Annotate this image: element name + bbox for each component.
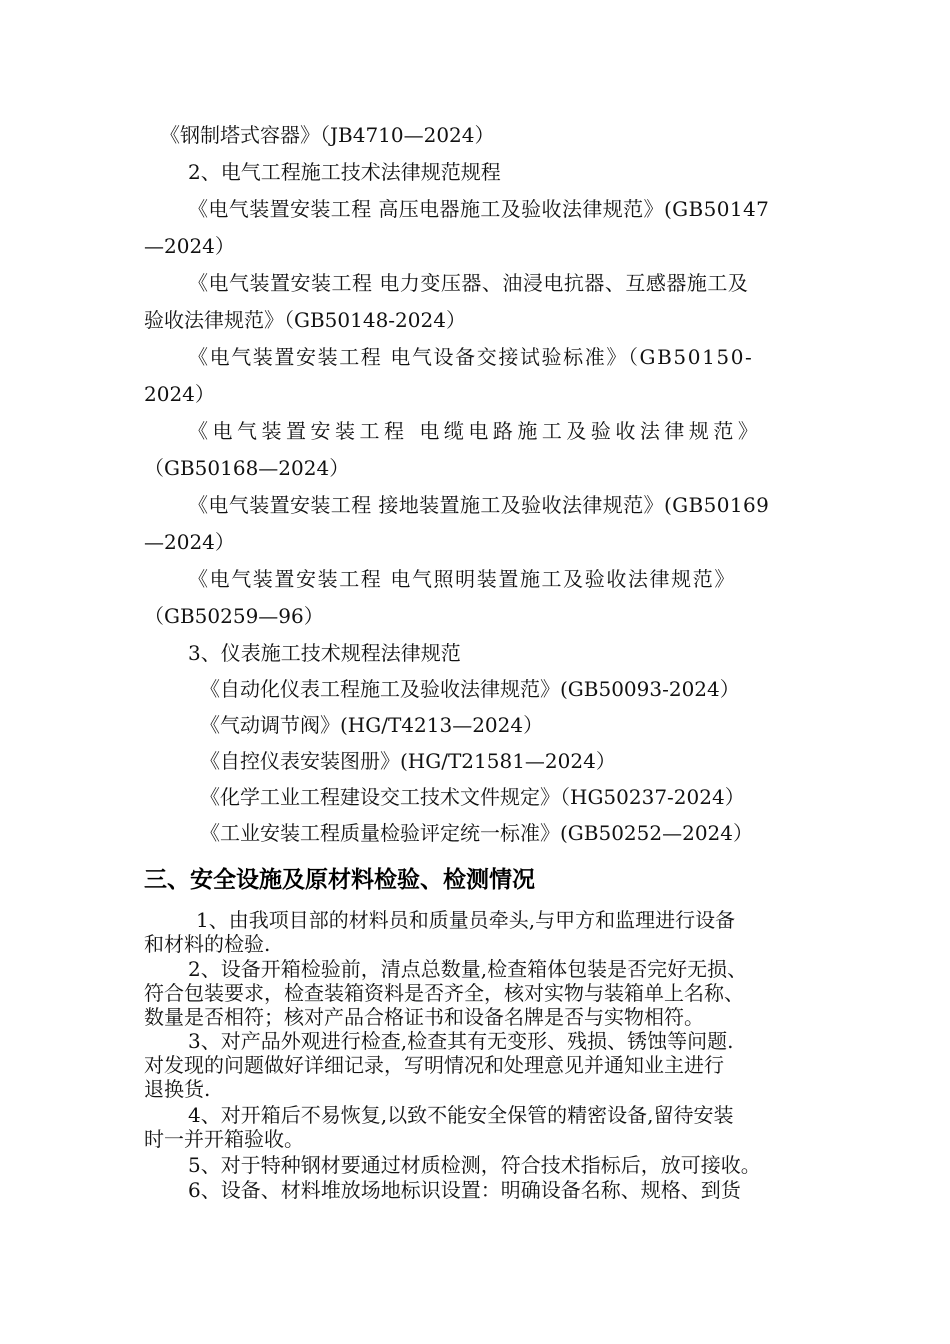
standard-pneumatic-valve: 《气动调节阀》(HG/T4213—2024）: [200, 713, 544, 737]
inspection-item-1-cont: 和材料的检验.: [144, 932, 271, 956]
standard-grounding-cont: —2024）: [144, 530, 235, 554]
subheading-instrumentation: 3、仪表施工技术规程法律规范: [188, 641, 461, 665]
inspection-item-3-cont-b: 退换货.: [144, 1077, 211, 1101]
standard-tower-vessel: 《钢制塔式容器》（JB4710—2024）: [160, 123, 495, 147]
inspection-item-4: 4、对开箱后不易恢复,以致不能安全保管的精密设备,留待安装: [188, 1103, 734, 1127]
standard-lighting: 《电气装置安装工程 电气照明装置施工及验收法律规范》: [188, 567, 736, 591]
standard-handover-test-cont: 2024）: [144, 382, 215, 406]
standard-grounding: 《电气装置安装工程 接地装置施工及验收法律规范》(GB50169: [188, 493, 770, 517]
standard-quality-evaluation: 《工业安装工程质量检验评定统一标准》(GB50252—2024）: [200, 821, 753, 845]
inspection-item-4-cont: 时一并开箱验收。: [144, 1127, 304, 1151]
inspection-item-3: 3、对产品外观进行检查,检查其有无变形、残损、锈蚀等问题.: [188, 1029, 734, 1053]
standard-automation-instrument: 《自动化仪表工程施工及验收法律规范》(GB50093-2024）: [200, 677, 740, 701]
standard-transformer: 《电气装置安装工程 电力变压器、油浸电抗器、互感器施工及: [188, 271, 749, 295]
standard-cable: 《电气装置安装工程 电缆电路施工及验收法律规范》: [188, 419, 763, 443]
standard-cable-cont: （GB50168—2024）: [144, 456, 350, 480]
subheading-electrical: 2、电气工程施工技术法律规范规程: [188, 160, 501, 184]
standard-hv-apparatus: 《电气装置安装工程 高压电器施工及验收法律规范》(GB50147: [188, 197, 770, 221]
standard-control-instrument-atlas: 《自控仪表安装图册》(HG/T21581—2024）: [200, 749, 616, 773]
inspection-item-6: 6、设备、材料堆放场地标识设置：明确设备名称、规格、到货: [188, 1178, 741, 1202]
inspection-item-3-cont-a: 对发现的问题做好详细记录，写明情况和处理意见并通知业主进行: [144, 1053, 724, 1077]
standard-chemical-handover-docs: 《化学工业工程建设交工技术文件规定》（HG50237-2024）: [200, 785, 745, 809]
standard-hv-apparatus-cont: —2024）: [144, 234, 235, 258]
section-heading-inspection: 三、安全设施及原材料检验、检测情况: [144, 867, 535, 893]
inspection-item-2: 2、设备开箱检验前，清点总数量,检查箱体包装是否完好无损、: [188, 957, 748, 981]
standard-handover-test: 《电气装置安装工程 电气设备交接试验标准》（GB50150-: [188, 345, 754, 369]
inspection-item-2-cont-a: 符合包装要求，检查装箱资料是否齐全，核对实物与装箱单上名称、: [144, 981, 744, 1005]
inspection-item-5: 5、对于特种钢材要通过材质检测，符合技术指标后，放可接收。: [188, 1153, 761, 1177]
inspection-item-2-cont-b: 数量是否相符；核对产品合格证书和设备名牌是否与实物相符。: [144, 1005, 704, 1029]
standard-transformer-cont: 验收法律规范》（GB50148-2024）: [144, 308, 466, 332]
standard-lighting-cont: （GB50259—96）: [144, 604, 324, 628]
inspection-item-1: 1、由我项目部的材料员和质量员牵头,与甲方和监理进行设备: [196, 908, 736, 932]
